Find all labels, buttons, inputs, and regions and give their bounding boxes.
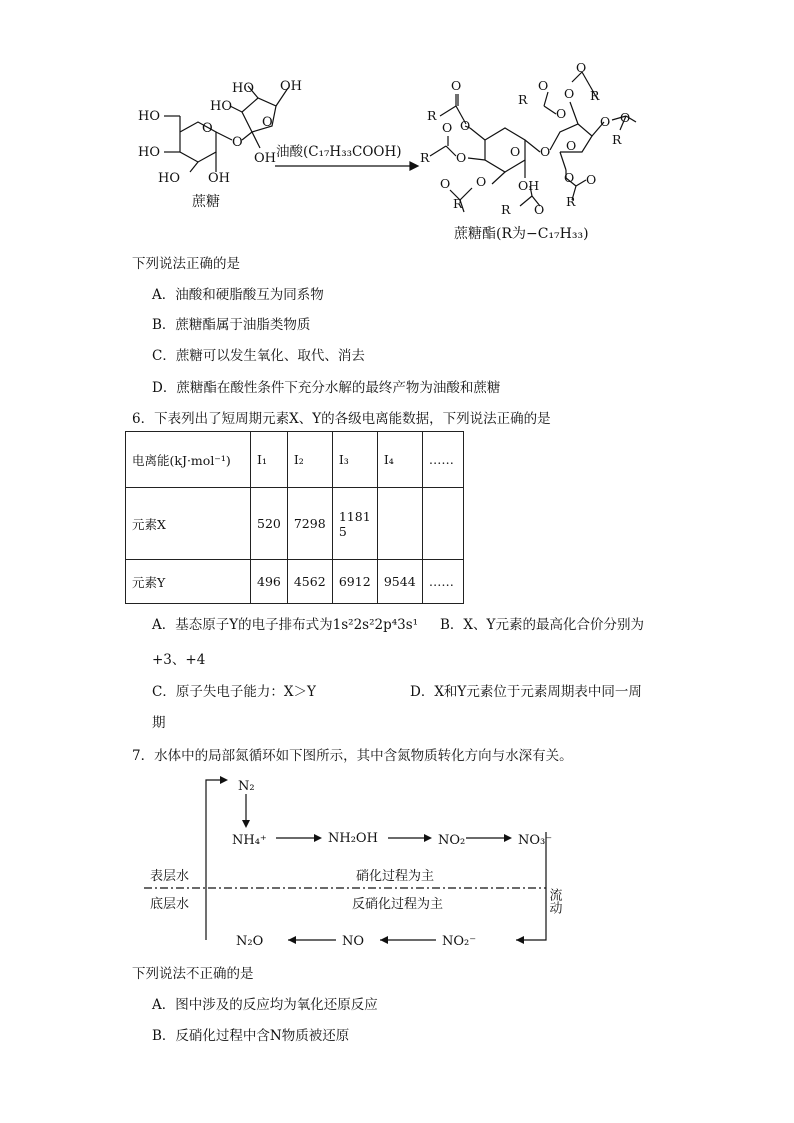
label-R: R: [501, 202, 511, 217]
label-HO: HO: [232, 81, 254, 96]
ionization-energy-table: [125, 431, 464, 604]
species-no3: NO₃⁻: [518, 833, 553, 848]
label-R: R: [453, 196, 463, 211]
q5-option-d: D．蔗糖酯在酸性条件下充分水解的最终产物为油酸和蔗糖: [152, 380, 501, 396]
sucrose-labels: [138, 79, 302, 186]
label-O: O: [566, 138, 577, 153]
label-R: R: [420, 150, 430, 165]
table-header-cell: ……: [422, 432, 463, 488]
table-cell: [422, 488, 463, 560]
q7-option-a: A．图中涉及的反应均为氧化还原反应: [152, 997, 378, 1013]
label-O: O: [556, 106, 567, 121]
nitrogen-cycle-diagram: [140, 772, 580, 952]
species-n2: N₂: [238, 779, 255, 794]
table-cell: ……: [422, 560, 463, 604]
label-O: O: [232, 135, 243, 150]
flow-label: 流动: [546, 888, 562, 914]
table-header-cell: I₁: [251, 432, 288, 488]
label-O: O: [440, 176, 451, 191]
table-header-cell: 电离能(kJ·mol⁻¹): [126, 432, 251, 488]
q6-option-d: D．X和Y元素位于元素周期表中同一周: [410, 684, 642, 700]
label-HO: HO: [210, 99, 232, 114]
label-OH: OH: [518, 178, 540, 193]
reaction-scheme: [120, 60, 680, 250]
label-O: O: [620, 110, 631, 125]
q6-option-b: B．X、Y元素的最高化合价分别为: [440, 617, 644, 633]
label-R: R: [566, 194, 576, 209]
label-O: O: [576, 60, 587, 75]
label-O: O: [600, 114, 611, 129]
table-cell: 6912: [332, 560, 377, 604]
label-R: R: [518, 92, 528, 107]
label-O: O: [538, 78, 549, 93]
table-header-cell: I₄: [377, 432, 422, 488]
species-no: NO: [342, 934, 365, 949]
table-cell: 4562: [287, 560, 332, 604]
table-row: [126, 488, 464, 560]
table-cell: 496: [251, 560, 288, 604]
label-O: O: [460, 118, 471, 133]
species-no2-bottom: NO₂⁻: [442, 934, 477, 949]
surface-water-label: 表层水: [150, 869, 190, 884]
species-nh2oh: NH₂OH: [328, 831, 378, 846]
surface-process-label: 硝化过程为主: [356, 869, 435, 884]
q6-option-a: A．基态原子Y的电子排布式为1s²2s²2p⁴3s¹: [152, 617, 419, 633]
label-O: O: [564, 170, 575, 185]
label-HO: HO: [158, 171, 180, 186]
label-OH: OH: [254, 151, 276, 166]
q5-option-b: B．蔗糖酯属于油脂类物质: [152, 317, 311, 333]
product-name: 蔗糖酯(R为−C₁₇H₃₃): [454, 226, 589, 242]
table-cell: 7298: [287, 488, 332, 560]
label-O: O: [540, 144, 551, 159]
table-cell: 9544: [377, 560, 422, 604]
q6-stem: 6．下表列出了短周期元素X、Y的各级电离能数据，下列说法正确的是: [132, 411, 551, 427]
reagent-label: 油酸(C₁₇H₃₃COOH): [276, 144, 402, 160]
label-O: O: [534, 202, 545, 217]
label-R: R: [612, 132, 622, 147]
q6-option-b-cont: +3、+4: [152, 652, 206, 668]
sucrose-ester-labels: [420, 60, 630, 217]
label-O: O: [586, 172, 597, 187]
q6-option-d-cont: 期: [152, 715, 166, 731]
species-n2o: N₂O: [236, 934, 264, 949]
table-cell: 元素Y: [126, 560, 251, 604]
label-R: R: [427, 108, 437, 123]
table-row: [126, 560, 464, 604]
reactant-name: 蔗糖: [192, 194, 220, 210]
table-header-cell: I₃: [332, 432, 377, 488]
q5-option-a: A．油酸和硬脂酸互为同系物: [152, 287, 324, 303]
bottom-process-label: 反硝化过程为主: [352, 897, 444, 912]
species-nh4: NH₄⁺: [232, 833, 267, 848]
q5-option-c: C．蔗糖可以发生氧化、取代、消去: [152, 348, 365, 364]
q6-option-c: C．原子失电子能力：X＞Y: [152, 684, 316, 700]
label-HO: HO: [138, 145, 160, 160]
species-no2: NO₂⁻: [438, 833, 473, 848]
table-header-cell: I₂: [287, 432, 332, 488]
label-OH: OH: [280, 79, 302, 94]
table-cell: 11815: [332, 488, 377, 560]
reaction-arrow: [275, 162, 418, 170]
label-O: O: [262, 115, 273, 130]
label-O: O: [456, 150, 467, 165]
table-cell: 元素X: [126, 488, 251, 560]
q7-stem: 7．水体中的局部氮循环如下图所示，其中含氮物质转化方向与水深有关。: [132, 748, 573, 764]
table-cell: [377, 488, 422, 560]
label-O: O: [442, 120, 453, 135]
label-HO: HO: [138, 109, 160, 124]
label-O: O: [476, 174, 487, 189]
label-OH: OH: [208, 171, 230, 186]
q5-stem: 下列说法正确的是: [132, 256, 240, 272]
q7-option-b: B．反硝化过程中含N物质被还原: [152, 1028, 350, 1044]
table-header-row: [126, 432, 464, 488]
label-R: R: [590, 88, 600, 103]
label-O: O: [202, 121, 213, 136]
label-O: O: [451, 78, 462, 93]
bottom-water-label: 底层水: [150, 897, 190, 912]
q7-stem2: 下列说法不正确的是: [132, 966, 254, 982]
label-O: O: [564, 86, 575, 101]
table-cell: 520: [251, 488, 288, 560]
label-O: O: [510, 144, 521, 159]
